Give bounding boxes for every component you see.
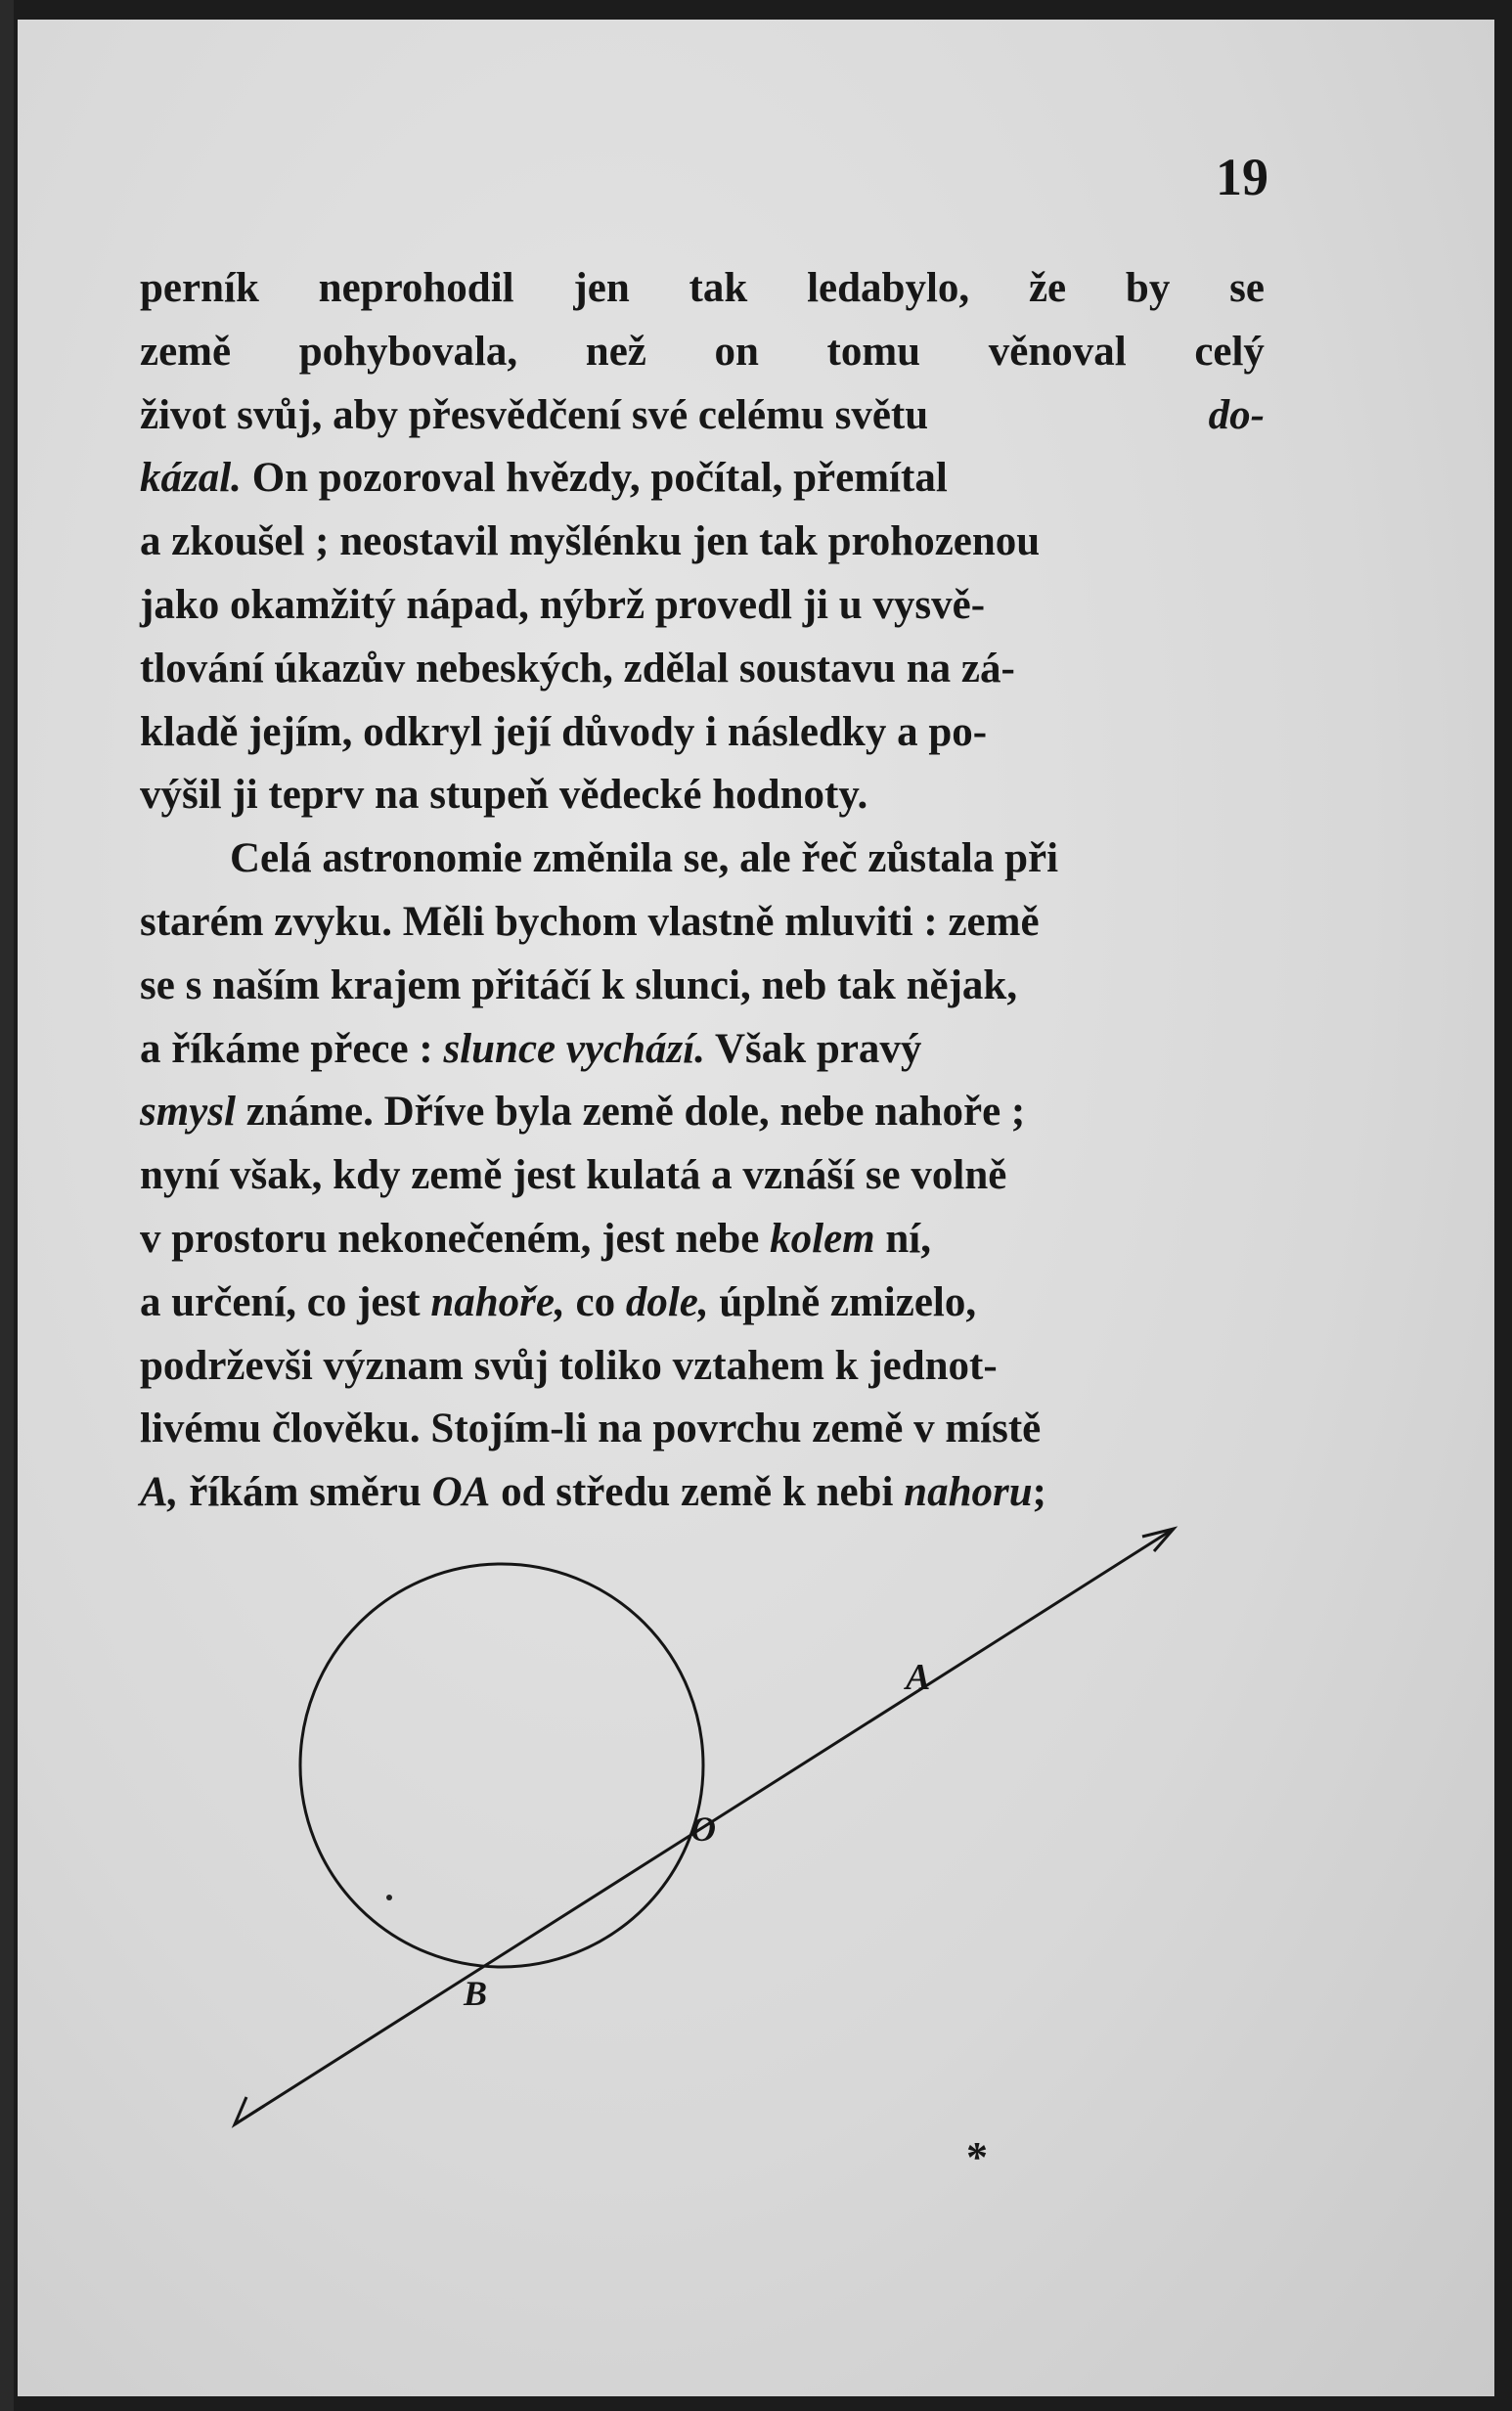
- text-line: A, říkám směru OA od středu země k nebi nahoru ;: [140, 1461, 1265, 1525]
- text-line: se s naším krajem přitáčí k slunci, neb tak nějak,: [140, 961, 1018, 1008]
- italic-emphasis: A,: [140, 1469, 179, 1516]
- stray-dot: [386, 1895, 392, 1900]
- text-line: výšil ji teprv na stupeň vědecké hodnoty.: [140, 772, 868, 819]
- italic-emphasis: do-: [1208, 391, 1265, 438]
- text-line: kladě jejím, odkryl její důvody i následky a po-: [140, 708, 988, 755]
- text-line: perník neprohodil jen tak ledabylo, že by se: [140, 265, 1265, 311]
- earth-circle: [300, 1564, 703, 1967]
- text-line: smysl známe. Dříve byla země dole, nebe nahoře ;: [140, 1081, 1265, 1144]
- text-line: livému člověku. Stojím-li na povrchu země v místě: [140, 1406, 1042, 1452]
- italic-emphasis: kázal.: [140, 455, 242, 502]
- italic-emphasis: dole,: [625, 1278, 709, 1325]
- text-line: a říkáme přece : slunce vychází. Však pravý: [140, 1018, 1265, 1082]
- arrowhead-down: [235, 2097, 264, 2124]
- page-spine-edge: [0, 0, 14, 2411]
- italic-emphasis: kolem: [770, 1215, 875, 1262]
- text-line: Celá astronomie změnila se, ale řeč zůstala při: [230, 835, 1059, 882]
- italic-emphasis: nahoru: [904, 1469, 1033, 1516]
- text-line: starém zvyku. Měli bychom vlastně mluviti : země: [140, 898, 1040, 945]
- book-page: [18, 20, 1494, 2396]
- italic-emphasis: nahoře,: [430, 1278, 565, 1325]
- text-line: tlování úkazův nebeských, zdělal soustavu na zá-: [140, 645, 1015, 692]
- italic-emphasis: slunce vychází.: [443, 1025, 705, 1072]
- text-line: v prostoru nekonečeném, jest nebe kolem ní,: [140, 1208, 1265, 1272]
- point-label-o: O: [690, 1809, 716, 1849]
- text-line: země pohybovala, než on tomu věnoval celý: [140, 328, 1265, 375]
- text-line: podrževši význam svůj toliko vztahem k jednot-: [140, 1342, 998, 1389]
- page-number: 19: [1216, 148, 1268, 206]
- asterisk-mark: *: [966, 2133, 988, 2181]
- point-label-a: A: [906, 1657, 931, 1698]
- earth-direction-diagram: [18, 20, 1494, 2396]
- italic-emphasis: OA: [431, 1469, 491, 1516]
- text-line: a určení, co jest nahoře, co dole, úplně zmizelo,: [140, 1272, 1265, 1335]
- text-line: a zkoušel ; neostavil myšlénku jen tak prohozenou: [140, 518, 1041, 565]
- italic-emphasis: smysl: [140, 1089, 236, 1136]
- text-line: jako okamžitý nápad, nýbrž provedl ji u vysvě-: [140, 581, 986, 628]
- point-label-b: B: [464, 1974, 488, 2013]
- text-line: nyní však, kdy země jest kulatá a vznáší se volně: [140, 1152, 1007, 1199]
- text-run: život svůj, aby přesvědčení své celému světu: [140, 391, 929, 438]
- text-run: On pozoroval hvězdy, počítal, přemítal: [241, 455, 948, 502]
